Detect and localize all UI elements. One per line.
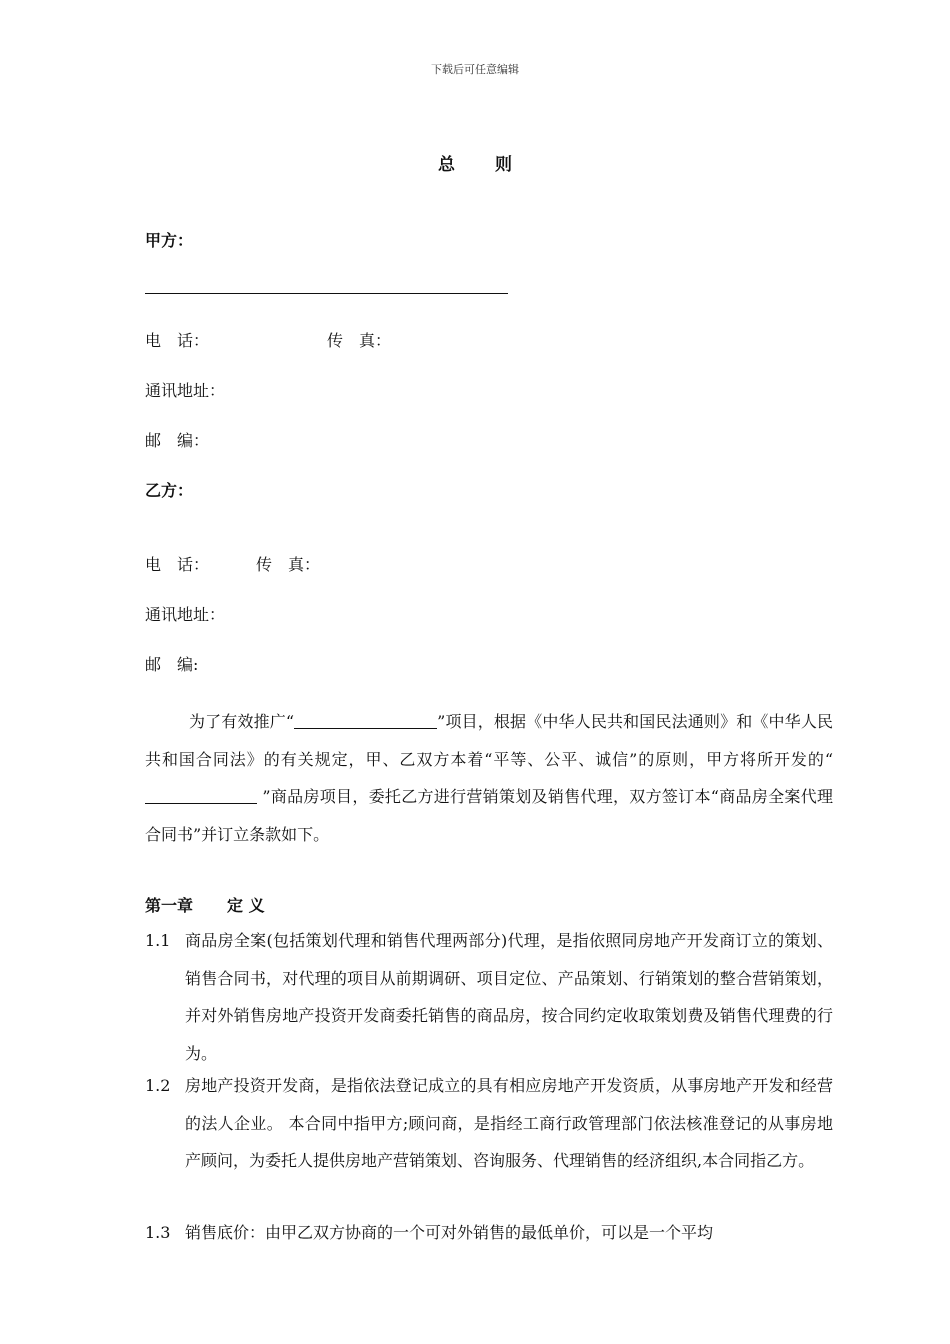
party-a-fax-label: 传 真：: [327, 331, 392, 350]
clause-item: [145, 922, 833, 1072]
chapter-heading: [145, 893, 265, 916]
page-title: 总则: [438, 155, 552, 175]
clause-item: [145, 1067, 833, 1180]
chapter-name: 定 义: [227, 896, 265, 915]
party-b-postcode-label: 邮 编:: [145, 655, 199, 674]
party-a-postcode-label: 邮 编：: [145, 431, 210, 450]
chapter-number: 第一章: [145, 896, 194, 915]
party-b-label: 乙方：: [145, 481, 194, 500]
party-a-address-label: 通讯地址：: [145, 381, 226, 400]
party-a-label: 甲方：: [145, 231, 194, 250]
party-b-fax-label: 传 真：: [256, 555, 321, 574]
clause-text: 销售底价：由甲乙双方协商的一个可对外销售的最低单价，可以是一个平均: [185, 1223, 714, 1242]
party-b-phone-label: 电 话：: [145, 555, 210, 574]
clause-text: 商品房全案(包括策划代理和销售代理两部分)代理，是指依照同房地产开发商订立的策划、销售合同书，对代理的项目从前期调研、项目定位、产品策划、行销策划的整合营销策划，并对外销售房地产投资开发商委托销售的商品房，按合同约定收取策划费及销售代理费的行为。: [185, 931, 833, 1063]
clause-number: 1.3: [145, 1223, 171, 1242]
preamble-text-1: 为了有效推广“: [189, 712, 295, 731]
page-header: 下载后可任意编辑: [431, 63, 519, 76]
preamble-text-3: ”商品房项目，委托乙方进行营销策划及销售代理，双方签订本“商品房全案代理合同书”并订立条款如下。: [145, 787, 833, 844]
clause-number: 1.2: [145, 1076, 171, 1095]
clause-text: 房地产投资开发商，是指依法登记成立的具有相应房地产开发资质，从事房地产开发和经营的法人企业。 本合同中指甲方;顾问商，是指经工商行政管理部门依法核准登记的从事房地产顾问，为委托人提供房地产营销策划、咨询服务、代理销售的经济组织,本合同指乙方。: [185, 1076, 833, 1170]
clause-item: [145, 1214, 833, 1252]
party-a-phone-label: 电 话：: [145, 331, 210, 350]
property-name-blank: [145, 785, 257, 804]
preamble-text-2: ”项目，根据《中华人民共和国民法通则》和《中华人民共和国合同法》的有关规定，甲、乙双方本着“平等、公平、诚信”的原则，甲方将所开发的“: [145, 712, 833, 769]
clause-number: 1.1: [145, 931, 171, 950]
preamble-paragraph: [145, 703, 833, 853]
party-a-name-blank: [145, 293, 508, 294]
project-name-blank: [294, 710, 437, 729]
party-b-address-label: 通讯地址：: [145, 605, 226, 624]
